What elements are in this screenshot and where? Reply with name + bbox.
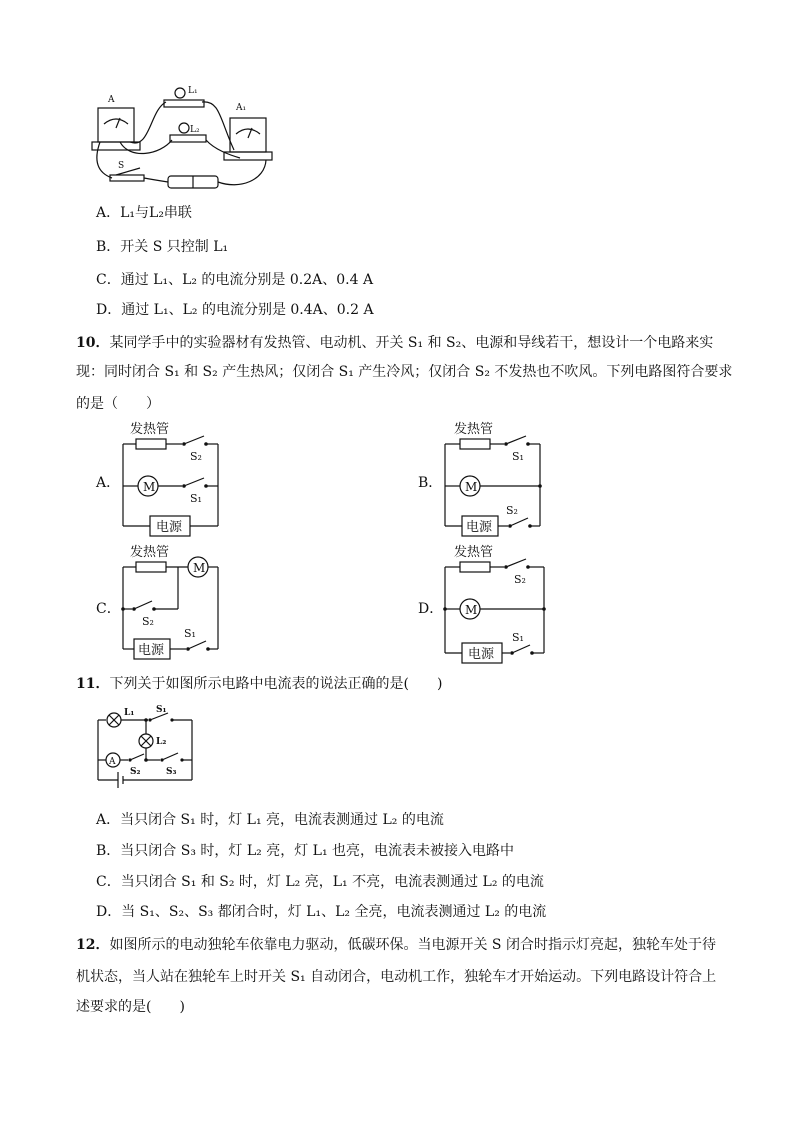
svg-text:L₁: L₁ (124, 708, 135, 718)
lamp-l2-label: L₂ (190, 125, 200, 135)
svg-text:发热管: 发热管 (130, 545, 170, 560)
svg-text:S₁: S₁ (184, 627, 196, 640)
question-number: 12． (76, 937, 110, 953)
svg-text:S₁: S₁ (512, 631, 524, 644)
q11-option-d[interactable]: D．当 S₁、S₂、S₃ 都闭合时，灯 L₁、L₂ 全亮，电流表测通过 L₂ 的电流 (96, 904, 547, 920)
ammeter-a1-label: A₁ (236, 103, 247, 113)
q10-option-c-circuit[interactable] (118, 543, 228, 665)
svg-text:电源: 电源 (138, 643, 165, 658)
q10-option-b-label[interactable]: B． (418, 475, 443, 491)
question-number: 11． (76, 676, 110, 692)
q10-option-a-circuit[interactable] (118, 420, 228, 542)
switch-s-label: S (118, 161, 125, 171)
q10-stem-line-3: 的是（ ） (76, 396, 160, 412)
svg-text:电源: 电源 (468, 647, 495, 662)
svg-text:M: M (193, 561, 206, 575)
svg-text:电源: 电源 (156, 520, 183, 535)
svg-text:S₂: S₂ (130, 767, 141, 777)
q11-option-c[interactable]: C．当只闭合 S₁ 和 S₂ 时，灯 L₂ 亮，L₁ 不亮，电流表测通过 L₂ 的电流 (96, 874, 544, 890)
svg-text:S₂: S₂ (190, 450, 202, 463)
svg-text:发热管: 发热管 (454, 545, 494, 560)
svg-text:S₁: S₁ (512, 450, 524, 463)
q9-option-a[interactable]: A．L₁与L₂串联 (96, 205, 192, 221)
lamp-l1-label: L₁ (188, 86, 198, 96)
q11-option-b[interactable]: B．当只闭合 S₃ 时，灯 L₂ 亮，灯 L₁ 也亮，电流表未被接入电路中 (96, 843, 515, 859)
svg-text:S₂: S₂ (506, 504, 518, 517)
q10-option-c-label[interactable]: C． (96, 601, 121, 617)
svg-text:S₂: S₂ (142, 615, 154, 628)
question-number: 10． (76, 335, 110, 351)
q11-option-a[interactable]: A．当只闭合 S₁ 时，灯 L₁ 亮，电流表测通过 L₂ 的电流 (96, 812, 444, 828)
q10-stem-line-1: 10．某同学手中的实验器材有发热管、电动机、开关 S₁ 和 S₂、电源和导线若干，想设计一个电路来实 (76, 335, 714, 351)
q11-stem: 11．下列关于如图所示电路中电流表的说法正确的是( ) (76, 676, 443, 692)
svg-text:A: A (109, 757, 116, 767)
svg-text:电源: 电源 (466, 520, 493, 535)
q10-option-b-circuit[interactable] (440, 420, 550, 542)
q9-circuit-photo (90, 80, 280, 200)
q12-stem-line-2: 机状态，当人站在独轮车上时开关 S₁ 自动闭合，电动机工作，独轮车才开始运动。下列电路设计符合上 (76, 969, 717, 985)
svg-text:M: M (465, 603, 478, 617)
ammeter-a-label: A (108, 95, 115, 105)
svg-text:S₁: S₁ (156, 705, 167, 715)
q12-stem-line-1: 12．如图所示的电动独轮车依靠电力驱动，低碳环保。当电源开关 S 闭合时指示灯亮起，独轮车处于待 (76, 937, 716, 953)
q10-stem-line-2: 现：同时闭合 S₁ 和 S₂ 产生热风；仅闭合 S₁ 产生冷风；仅闭合 S₂ 不发热也不吹风。下列电路图符合要求 (76, 364, 733, 380)
svg-text:M: M (465, 480, 478, 494)
q10-option-d-label[interactable]: D． (418, 601, 444, 617)
svg-text:发热管: 发热管 (454, 422, 494, 437)
svg-text:L₂: L₂ (156, 737, 167, 747)
q9-option-c[interactable]: C．通过 L₁、L₂ 的电流分别是 0.2A、0.4 A (96, 272, 374, 288)
q9-option-b[interactable]: B．开关 S 只控制 L₁ (96, 239, 229, 255)
svg-text:发热管: 发热管 (130, 422, 170, 437)
q10-option-a-label[interactable]: A． (96, 475, 121, 491)
q11-circuit-diagram (94, 704, 198, 788)
svg-text:S₃: S₃ (166, 767, 177, 777)
svg-text:S₁: S₁ (190, 492, 202, 505)
svg-text:M: M (143, 480, 156, 494)
q12-stem-line-3: 述要求的是( ) (76, 999, 185, 1015)
q10-option-d-circuit[interactable] (440, 543, 550, 665)
q9-option-d[interactable]: D．通过 L₁、L₂ 的电流分别是 0.4A、0.2 A (96, 302, 374, 318)
svg-text:S₂: S₂ (514, 573, 526, 586)
